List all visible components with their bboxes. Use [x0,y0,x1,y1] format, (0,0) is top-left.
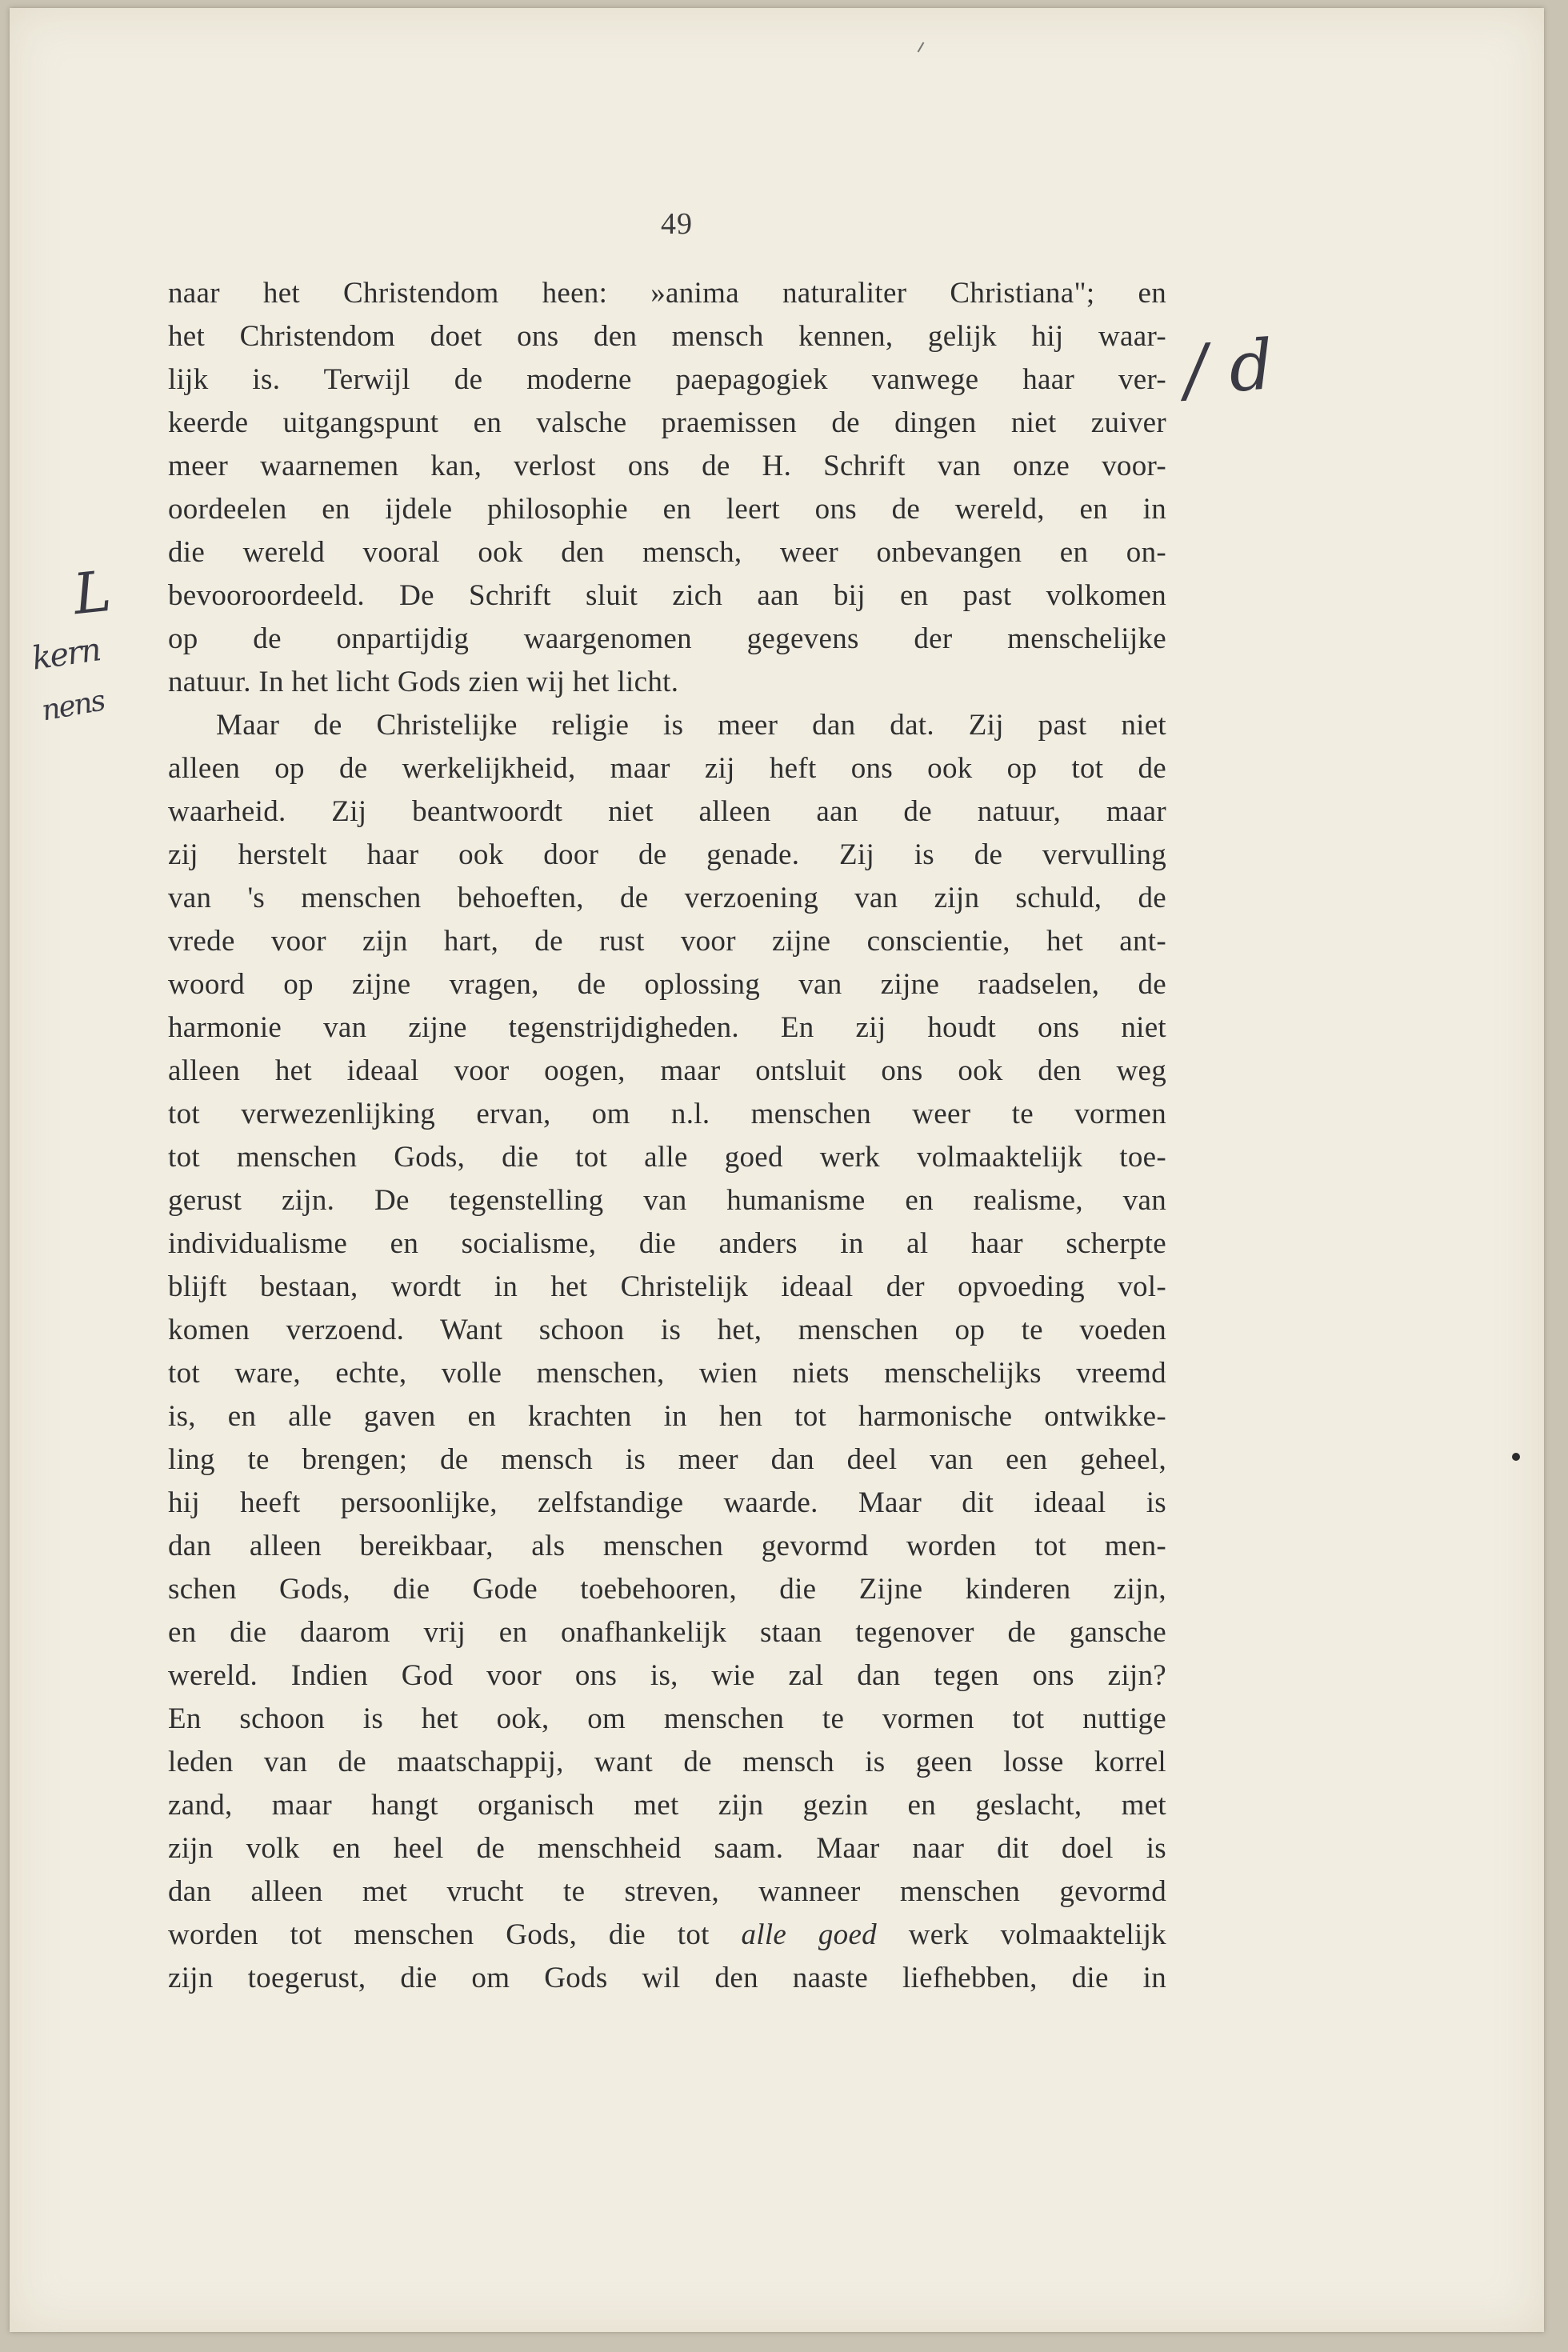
text-line-9: op de onpartijdig waargenomen gegevens der menschelijke [168,622,1166,655]
text-line-39 [168,1914,1166,1957]
page-number: 49 [661,207,693,241]
text-line-17: woord op zijne vragen, de oplossing van zijne raadselen, de [168,968,1166,1001]
text-line-30: dan alleen bereikbaar, als menschen gevormd worden tot men- [168,1530,1166,1562]
text-line-23: individualisme en socialisme, die anders in al haar scherpte [168,1227,1166,1260]
text-line-12: alleen op de werkelijkheid, maar zij heft ons ook op tot de [168,752,1166,785]
ink-speck [1512,1453,1520,1461]
text-line-18: harmonie van zijne tegenstrijdigheden. En zij houdt ons niet [168,1011,1166,1044]
text-line-1: naar het Christendom heen: »anima naturaliter Christiana"; en [168,277,1166,310]
text-line-39-after: werk volmaaktelijk [876,1918,1166,1951]
body-text [168,272,1166,2000]
pencil-tick-mark [918,42,925,52]
text-line-34: En schoon is het ook, om menschen te vormen tot nuttige [168,1702,1166,1735]
text-line-15: van 's menschen behoeften, de verzoening van zijn schuld, de [168,882,1166,914]
text-line-28: ling te brengen; de mensch is meer dan deel van een geheel, [168,1443,1166,1476]
text-line-21: tot menschen Gods, die tot alle goed werk volmaaktelijk toe- [168,1141,1166,1174]
text-line-38: dan alleen met vrucht te streven, wanneer menschen gevormd [168,1875,1166,1908]
text-line-10: natuur. In het licht Gods zien wij het licht. [168,666,679,698]
text-line-11: Maar de Christelijke religie is meer dan dat. Zij past niet [216,709,1166,742]
text-line-24: blijft bestaan, wordt in het Christelijk ideaal der opvoeding vol- [168,1270,1166,1303]
text-line-25: komen verzoend. Want schoon is het, menschen op te voeden [168,1314,1166,1346]
text-line-36: zand, maar hangt organisch met zijn gezin en geslacht, met [168,1789,1166,1822]
text-line-16: vrede voor zijn hart, de rust voor zijne conscientie, het ant- [168,925,1166,958]
text-line-22: gerust zijn. De tegenstelling van humanisme en realisme, van [168,1184,1166,1217]
text-line-14: zij herstelt haar ook door de genade. Zij is de vervulling [168,838,1166,871]
text-line-4: keerde uitgangspunt en valsche praemissen de dingen niet zuiver [168,406,1166,439]
text-line-31: schen Gods, die Gode toebehooren, die Zijne kinderen zijn, [168,1573,1166,1606]
text-line-6: oordeelen en ijdele philosophie en leert ons de wereld, en in [168,493,1166,526]
text-line-3: lijk is. Terwijl de moderne paepagogiek vanwege haar ver- [168,363,1166,396]
text-line-13: waarheid. Zij beantwoordt niet alleen aan de natuur, maar [168,795,1166,828]
text-line-29: hij heeft persoonlijke, zelfstandige waarde. Maar dit ideaal is [168,1486,1166,1519]
margin-note-left-mark: L [70,558,114,628]
text-line-26: tot ware, echte, volle menschen, wien niets menschelijks vreemd [168,1357,1166,1390]
margin-note-right: / d [1181,325,1276,411]
text-line-19: alleen het ideaal voor oogen, maar ontsluit ons ook den weg [168,1054,1166,1087]
text-line-40: zijn toegerust, die om Gods wil den naaste liefhebben, die in [168,1962,1166,1994]
text-line-20: tot verwezenlijking ervan, om n.l. menschen weer te vormen [168,1098,1166,1130]
text-line-39-italic: alle goed [741,1918,877,1951]
text-line-2: het Christendom doet ons den mensch kennen, gelijk hij waar- [168,320,1166,353]
margin-note-left-word-1: kern [30,631,102,678]
text-line-32: en die daarom vrij en onafhankelijk staan tegenover de gansche [168,1616,1166,1649]
text-line-33: wereld. Indien God voor ons is, wie zal dan tegen ons zijn? [168,1659,1166,1692]
text-line-35: leden van de maatschappij, want de mensch is geen losse korrel [168,1746,1166,1778]
text-line-5: meer waarnemen kan, verlost ons de H. Schrift van onze voor- [168,450,1166,482]
margin-note-left-word-2: nens [39,684,107,728]
page-sheet [10,8,1544,2332]
text-line-39-before: worden tot menschen Gods, die tot [168,1918,742,1951]
text-line-7: die wereld vooral ook den mensch, weer onbevangen en on- [168,536,1166,569]
text-line-8: bevooroordeeld. De Schrift sluit zich aan bij en past volkomen [168,579,1166,612]
text-line-27: is, en alle gaven en krachten in hen tot harmonische ontwikke- [168,1400,1166,1433]
text-line-37: zijn volk en heel de menschheid saam. Maar naar dit doel is [168,1832,1166,1865]
